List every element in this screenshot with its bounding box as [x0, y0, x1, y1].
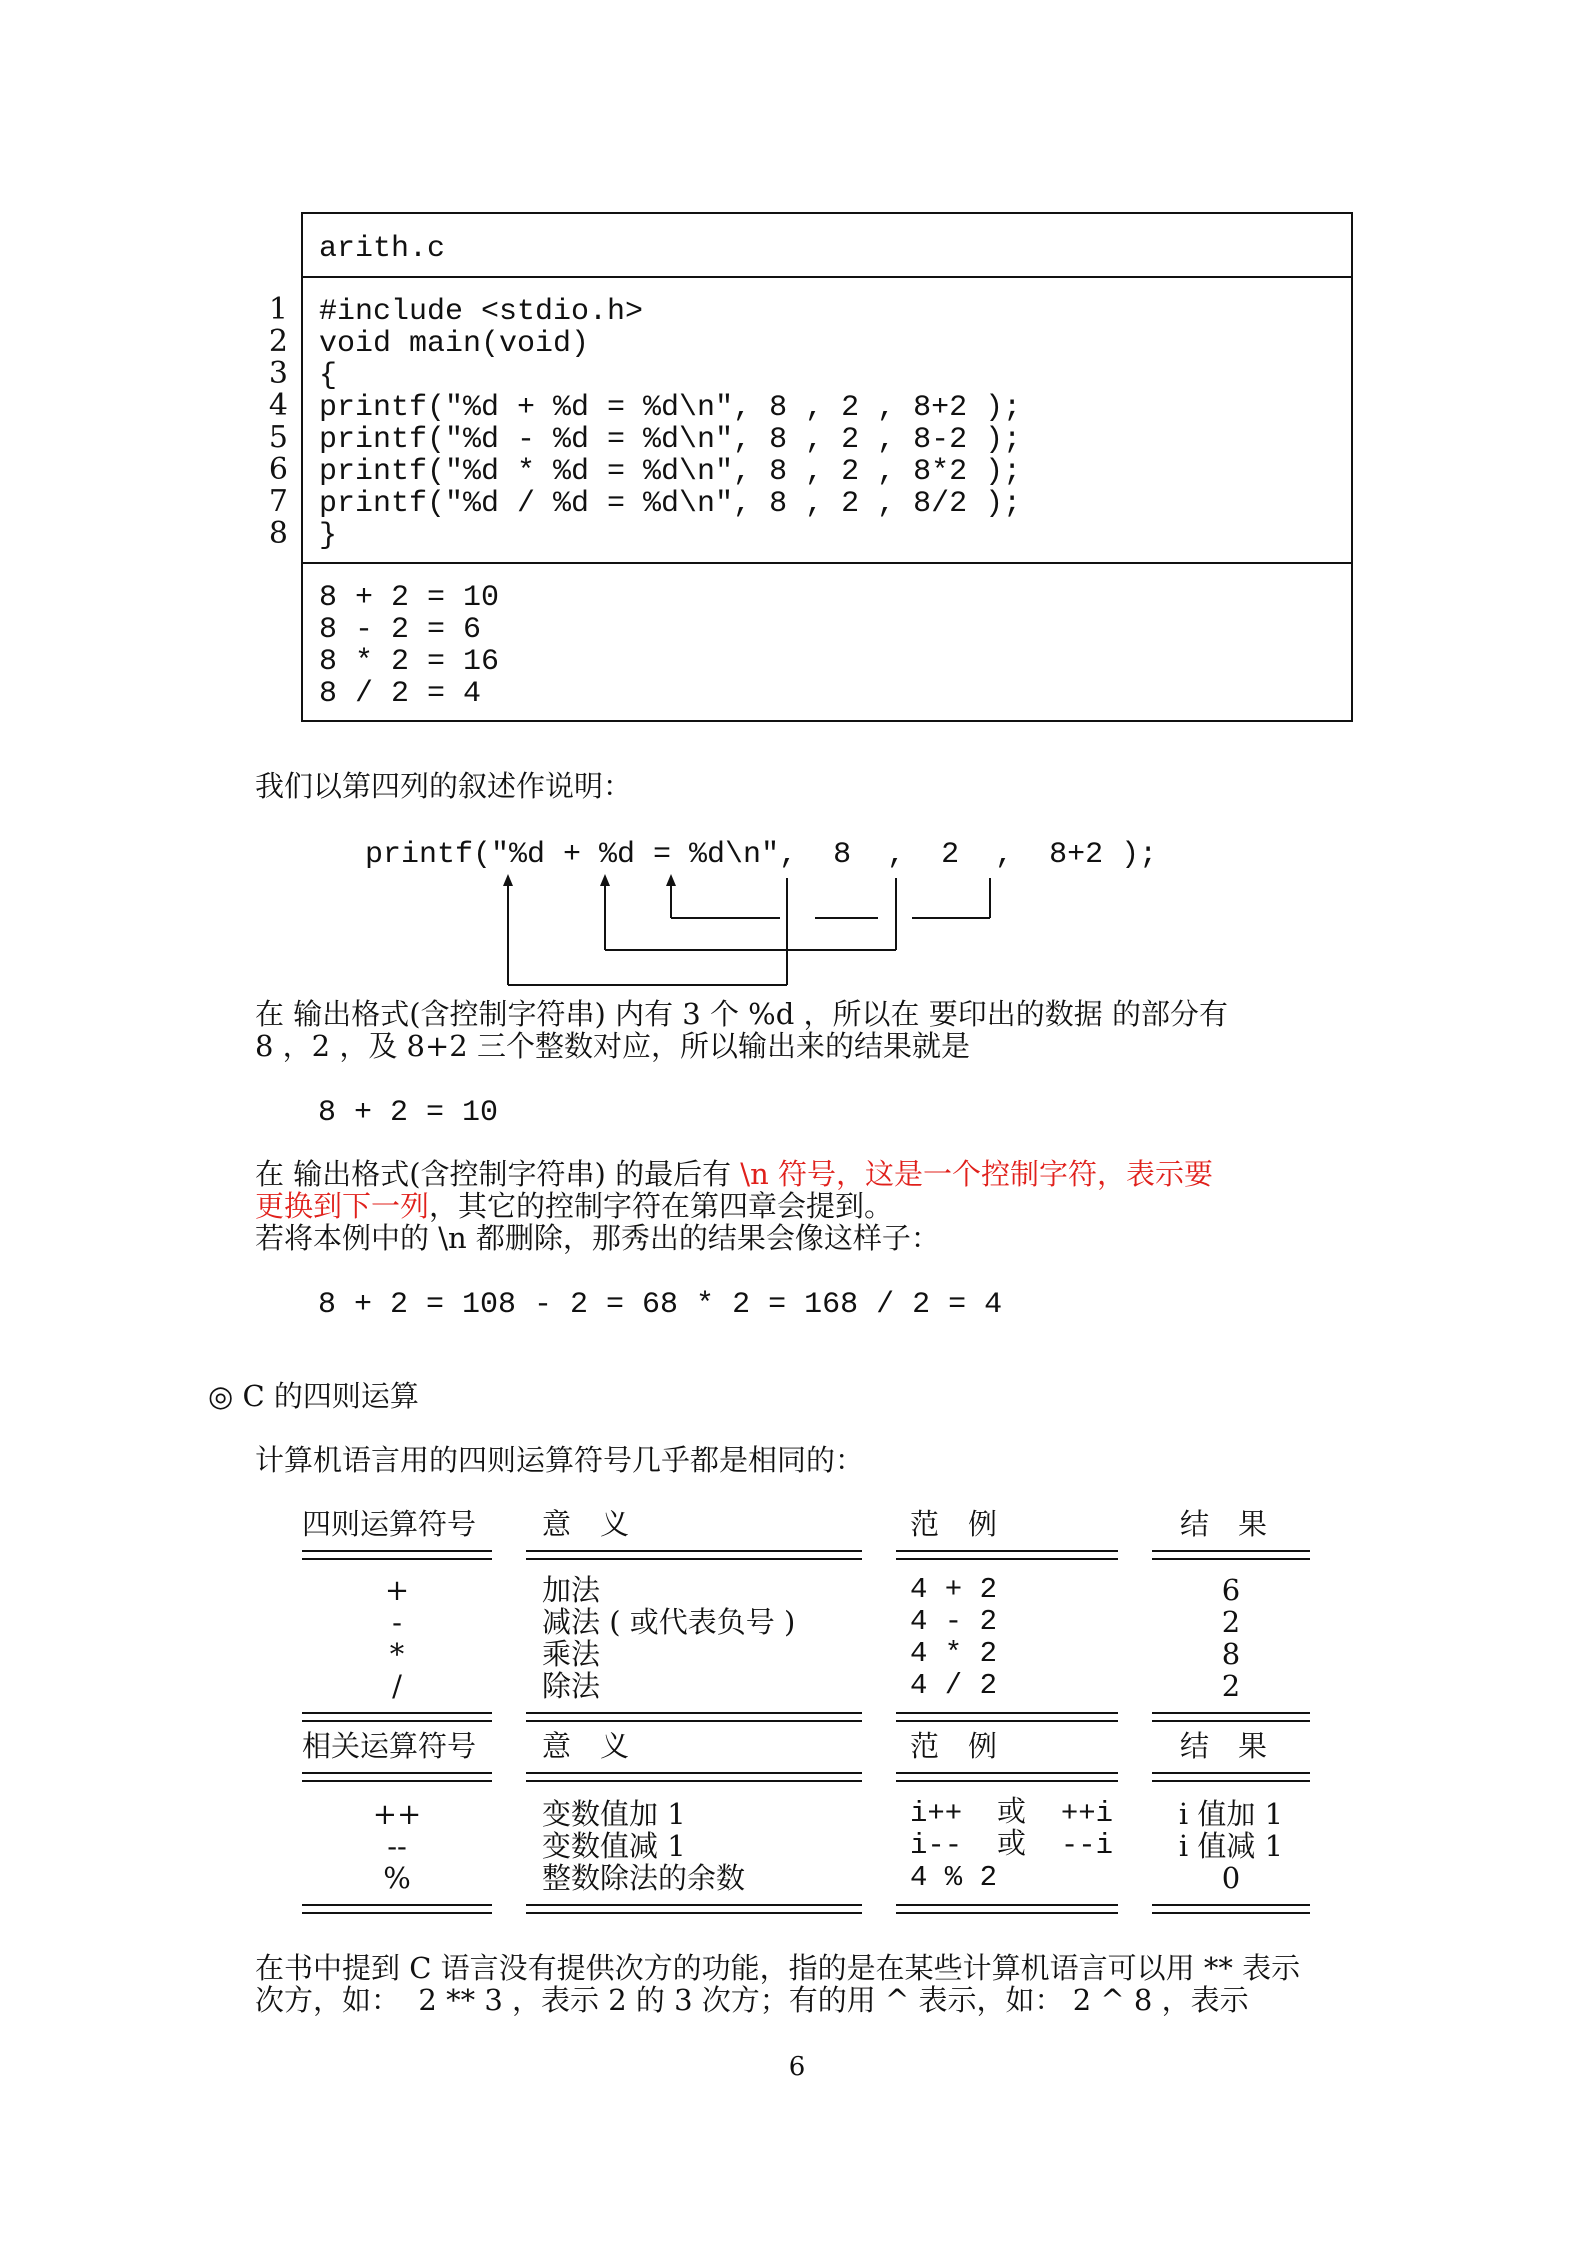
table-cell-meaning: 整数除法的余数 — [542, 1861, 746, 1895]
table-header-result: 结 果 — [1180, 1507, 1268, 1541]
table-rule — [896, 1772, 1118, 1782]
line-number: 6 — [268, 452, 288, 487]
table-rule — [1152, 1904, 1310, 1914]
table-rule — [896, 1904, 1118, 1914]
newline-note-line-3: 若将本例中的 \n 都删除，那秀出的结果会像这样子： — [255, 1221, 940, 1255]
newline-note-line-2 — [255, 1190, 893, 1222]
table-rule — [526, 1904, 862, 1914]
code-line: #include <stdio.h> — [319, 295, 644, 329]
table-cell-meaning: 加法 — [542, 1573, 601, 1607]
table-cell-example: 4 % 2 — [910, 1861, 998, 1894]
output-line: 8 - 2 = 6 — [319, 613, 482, 647]
intro-text: 我们以第四列的叙述作说明： — [255, 769, 633, 803]
table-header-result: 结 果 — [1180, 1729, 1268, 1763]
no-newline-output: 8 + 2 = 108 - 2 = 68 * 2 = 168 / 2 = 4 — [318, 1288, 1003, 1322]
code-line: { — [319, 359, 338, 393]
table-cell-example: 4 * 2 — [910, 1637, 998, 1670]
table-cell-meaning: 变数值加 1 — [542, 1797, 686, 1831]
code-listing-box — [301, 212, 1353, 722]
output-line: 8 + 2 = 10 — [319, 581, 500, 615]
table-cell-meaning: 变数值减 1 — [542, 1829, 686, 1863]
code-line: printf("%d + %d = %d\n", 8 , 2 , 8+2 ); — [319, 391, 1022, 425]
table-rule — [302, 1904, 492, 1914]
closing-line-1: 在书中提到 C 语言没有提供次方的功能，指的是在某些计算机语言可以用 ** 表示 — [255, 1951, 1301, 1985]
code-line: printf("%d - %d = %d\n", 8 , 2 , 8-2 ); — [319, 423, 1022, 457]
table-cell-symbol: ++ — [372, 1797, 422, 1831]
table-intro: 计算机语言用的四则运算符号几乎都是相同的： — [255, 1443, 865, 1477]
output-line: 8 * 2 = 16 — [319, 645, 500, 679]
line-number: 1 — [268, 292, 288, 327]
table-cell-meaning: 减法 ( 或代表负号 ) — [542, 1605, 796, 1639]
table-header-symbol: 四则运算符号 — [302, 1507, 477, 1541]
table-rule — [1152, 1712, 1310, 1722]
table-cell-example: 4 + 2 — [910, 1573, 998, 1606]
table-rule — [302, 1550, 492, 1560]
table-cell-symbol: + — [384, 1573, 410, 1607]
line-number: 2 — [268, 324, 288, 359]
result-example: 8 + 2 = 10 — [318, 1096, 499, 1130]
table-header-meaning: 意 义 — [542, 1507, 630, 1541]
line-number: 3 — [268, 356, 288, 391]
table-rule — [526, 1772, 862, 1782]
code-line: printf("%d * %d = %d\n", 8 , 2 , 8*2 ); — [319, 455, 1022, 489]
table-rule — [896, 1550, 1118, 1560]
filename-divider — [303, 276, 1351, 278]
table-rule — [302, 1712, 492, 1722]
code-line: } — [319, 519, 338, 553]
line-number: 7 — [268, 484, 288, 519]
section-heading: ◎ C 的四则运算 — [208, 1379, 419, 1413]
table-cell-result: i 值加 1 — [1178, 1797, 1284, 1831]
diagram-code-line: printf("%d + %d = %d\n", 8 , 2 , 8+2 ); — [365, 838, 1158, 872]
explain-line-1: 在 输出格式(含控制字符串) 内有 3 个 %d ，所以在 要印出的数据 的部分有 — [255, 997, 1228, 1031]
line-numbers — [258, 294, 288, 550]
table-cell-result: 2 — [1221, 1605, 1241, 1639]
table-rule — [526, 1712, 862, 1722]
newline-note-highlight-2: 更换到下一列 — [255, 1189, 430, 1223]
table-rule — [526, 1550, 862, 1560]
code-line: printf("%d / %d = %d\n", 8 , 2 , 8/2 ); — [319, 487, 1022, 521]
explain-line-2: 8 ，2 ，及 8+2 三个整数对应，所以输出来的结果就是 — [255, 1029, 970, 1063]
table-cell-symbol: % — [383, 1861, 411, 1895]
table-rule — [1152, 1772, 1310, 1782]
output-divider — [303, 562, 1351, 564]
table-cell-symbol: * — [389, 1637, 405, 1671]
table-cell-example: i-- 或 --i — [910, 1829, 1114, 1862]
table-rule — [302, 1772, 492, 1782]
output-line: 8 / 2 = 4 — [319, 677, 482, 711]
table-cell-symbol: / — [392, 1669, 402, 1703]
table-cell-example: 4 / 2 — [910, 1669, 998, 1702]
table-header-example: 范 例 — [910, 1729, 998, 1763]
newline-note-suffix: ，其它的控制字符在第四章会提到。 — [429, 1189, 894, 1223]
newline-note-prefix: 在 输出格式(含控制字符串) 的最后有 — [255, 1157, 741, 1191]
table-rule — [1152, 1550, 1310, 1560]
table-cell-result: 6 — [1221, 1573, 1241, 1607]
code-filename: arith.c — [319, 232, 446, 266]
table-header-symbol: 相关运算符号 — [302, 1729, 477, 1763]
table-cell-result: 8 — [1221, 1637, 1241, 1671]
table-cell-meaning: 乘法 — [542, 1637, 601, 1671]
program-output — [319, 582, 499, 710]
page-number: 6 — [788, 2052, 806, 2082]
line-number: 5 — [268, 420, 288, 455]
line-number: 4 — [268, 388, 288, 423]
table-cell-symbol: -- — [387, 1829, 407, 1863]
line-number: 8 — [268, 516, 288, 551]
newline-note-line-1 — [255, 1158, 1213, 1190]
newline-note-highlight-1: \n 符号，这是一个控制字符，表示要 — [740, 1157, 1213, 1191]
table-cell-example: i++ 或 ++i — [910, 1797, 1114, 1830]
table-cell-result: i 值减 1 — [1178, 1829, 1284, 1863]
table-header-example: 范 例 — [910, 1507, 998, 1541]
table-cell-result: 0 — [1221, 1861, 1241, 1895]
table-cell-example: 4 - 2 — [910, 1605, 998, 1638]
code-lines — [319, 296, 1021, 552]
table-cell-symbol: - — [392, 1605, 402, 1639]
code-line: void main(void) — [319, 327, 590, 361]
table-cell-result: 2 — [1221, 1669, 1241, 1703]
table-cell-meaning: 除法 — [542, 1669, 601, 1703]
closing-line-2: 次方，如： 2 ** 3 ，表示 2 的 3 次方；有的用 ^ 表示，如： 2 ^ 8 ，表示 — [255, 1983, 1249, 2017]
table-header-meaning: 意 义 — [542, 1729, 630, 1763]
table-rule — [896, 1712, 1118, 1722]
